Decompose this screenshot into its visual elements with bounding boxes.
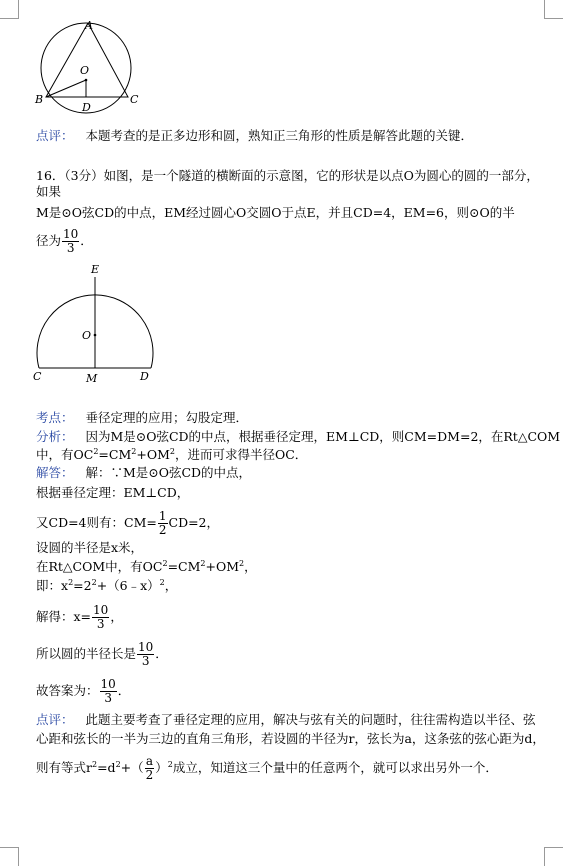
fenxi-line-1: 分析： 因为M是⊙O弦CD的中点，根据垂径定理，EM⊥CD，则CM=DM=2，在Rt△COM [36, 429, 561, 444]
review-text: 本题考查的是正多边形和圆，熟知正三角形的性质是解答此题的关键． [85, 128, 473, 143]
corner-mark-top-left [0, 0, 19, 19]
solution-line-4: 在Rt△COM中，有$OC^2=CM^2+OM^2$， [36, 558, 257, 574]
label-o: O [80, 64, 90, 77]
question-16-line-3: M是⊙O弦CD的中点，EM经过圆心O交圆O于点E，并且CD=4，EM=6，则⊙O的半 [36, 205, 515, 220]
solution-line-7: 所以圆的半径长是 $\frac{10}{3}$ ． [36, 640, 168, 668]
solution-line-1: 根据垂径定理：EM⊥CD， [36, 485, 190, 500]
solution-line-8: 故答案为： $\frac{10}{3}$ ． [36, 677, 131, 705]
question-16-line-4: 径为 $\frac{10}{3}$ ． [36, 227, 93, 255]
fenxi-line-2: 中，有$OC^2=CM^2+OM^2$，进而可求得半径OC． [36, 446, 308, 462]
corner-mark-bottom-left [0, 847, 19, 866]
label-c: C [130, 93, 139, 106]
review-2-line-2: 心距和弦长的一半为三边的直角三角形，若设圆的半径为r，弦长为a，这条弦的弦心距为d， [36, 731, 545, 746]
figure-tunnel-section [30, 262, 160, 387]
review-2-line-1: 点评： 此题主要考查了垂径定理的应用，解决与弦有关的问题时，往往需构造以半径、弦 [36, 712, 536, 727]
label-a: A [85, 19, 93, 32]
corner-mark-top-right [544, 0, 563, 19]
solution-line-2: 又CD=4则有：CM= $\frac{1}{2}$ CD=2， [36, 509, 220, 537]
label-o: O [82, 329, 92, 342]
center-dot-o [94, 334, 97, 337]
solution-line-6: 解得：x= $\frac{10}{3}$ ， [36, 603, 123, 631]
solution-line-5: 即：$x^2=2^2+(6﹣x)^2$， [36, 577, 178, 593]
solution-line-3: 设圆的半径是x米， [36, 540, 144, 555]
center-dot-o [85, 79, 88, 82]
label-e: E [91, 263, 100, 276]
label-d: D [82, 101, 91, 114]
kaodian-line: 考点： 垂径定理的应用；勾股定理． [36, 410, 248, 425]
corner-mark-bottom-right [544, 847, 563, 866]
figure-triangle-circle [30, 18, 148, 116]
question-16-line-1: 16．（3分）如图，是一个隧道的横断面的示意图，它的形状是以点O为圆心的圆的一部分， [36, 168, 539, 183]
label-b: B [35, 93, 44, 106]
review-1 [36, 128, 473, 144]
label-d: D [140, 370, 149, 383]
segment-ob [46, 80, 86, 97]
jieda-line: 解答： 解：∵M是⊙O弦CD的中点， [36, 465, 252, 480]
label-m: M [86, 372, 98, 385]
label-c: C [33, 370, 42, 383]
review-label: 点评： [36, 128, 74, 143]
question-16-line-2: 如果 [36, 184, 62, 199]
review-2-line-3: 则有等式$r^2=d^2+$（ $\frac{a}{2}$ ）$^2$成立，知道这三个量中的任意两个，就可以求出另外一个． [36, 754, 498, 782]
answer-fraction: $\frac{10}{3}$ [63, 227, 79, 255]
